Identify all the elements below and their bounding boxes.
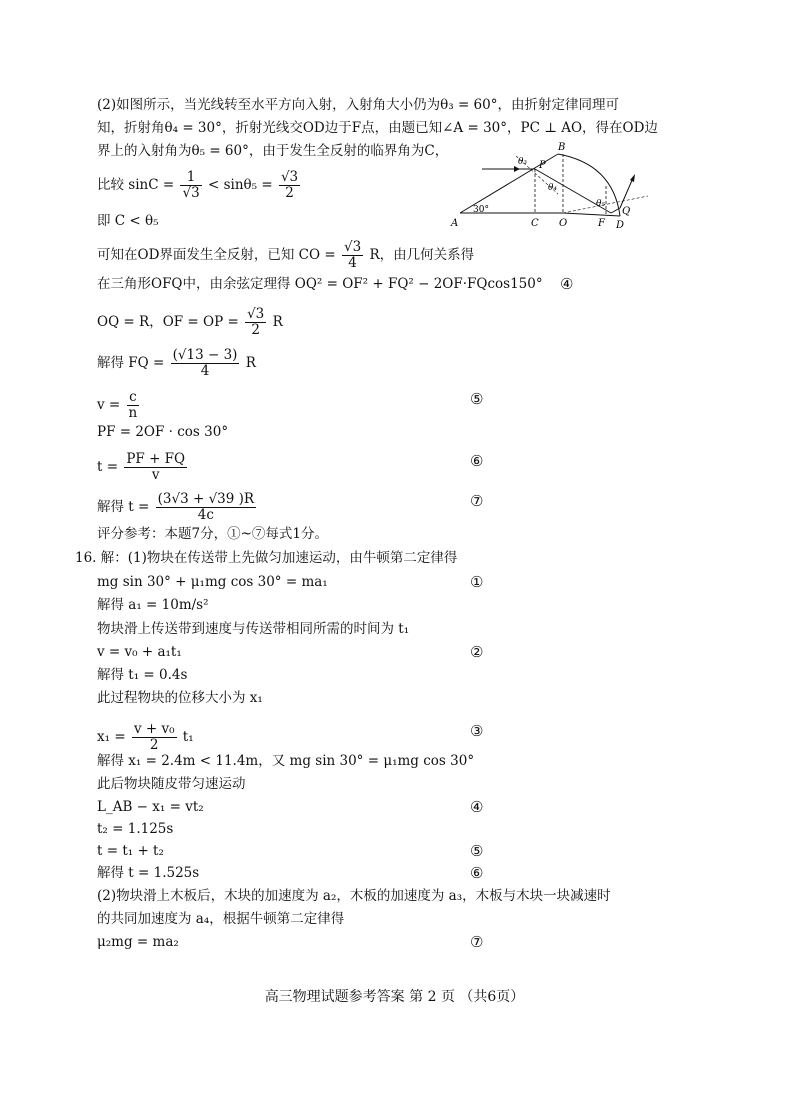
formula-line [97, 348, 256, 379]
label-Q: Q [622, 206, 631, 217]
text-line: 的共同加速度为 a₄，根据牛顿第二定律得 [97, 911, 345, 927]
formula-text: R，由几何关系得 [369, 247, 475, 263]
label-O: O [559, 218, 568, 229]
formula-line [97, 492, 258, 523]
formula-line: 解得 t = 1.525s [97, 865, 200, 881]
formula-line [97, 240, 474, 271]
denominator: v [151, 467, 160, 483]
fraction [342, 240, 363, 271]
fraction [124, 452, 187, 483]
formula-line: t = t₁ + t₂ [97, 843, 164, 859]
label-F: F [598, 218, 605, 229]
fraction [171, 348, 240, 379]
text-line: (2)如图所示，当光线转至水平方向入射，入射角大小仍为θ₃ = 60°，由折射定律同理可 [97, 97, 619, 113]
numerator: √3 [247, 306, 265, 322]
denominator: 2 [285, 185, 294, 201]
optics-diagram [448, 136, 658, 236]
formula-text: OQ = R，OF = OP = [97, 314, 239, 330]
arrow-head [630, 174, 635, 182]
fraction [245, 307, 266, 338]
text-line: 即 C < θ₅ [97, 213, 159, 229]
numerator: √3 [280, 169, 299, 185]
equation-number: ① [470, 573, 484, 591]
equation-number: ⑦ [470, 933, 484, 951]
label-theta4: θ₄ [548, 183, 558, 193]
formula-text: t₁ [182, 729, 194, 745]
formula-line: L_AB − x₁ = vt₂ [97, 799, 204, 815]
arc-BD [558, 154, 620, 216]
label-D: D [616, 220, 625, 231]
formula-text: 可知在OD界面发生全反射，已知 CO = [97, 247, 336, 263]
numerator: √3 [343, 239, 362, 255]
text-line: 此后物块随皮带匀速运动 [97, 776, 246, 792]
page-footer: 高三物理试题参考答案 第 2 页 （共6页） [264, 989, 525, 1005]
formula-line [97, 170, 302, 201]
fraction [156, 492, 256, 523]
label-P: P [539, 160, 546, 171]
formula-line: 解得 t₁ = 0.4s [97, 667, 188, 683]
question-heading: 16. 解：(1)物块在传送带上先做匀加速运动，由牛顿第二定律得 [75, 550, 458, 566]
formula-text: < sinθ₅ = [207, 177, 273, 193]
equation-number: ④ [470, 798, 484, 816]
denominator: 2 [149, 737, 159, 753]
formula-text: R [245, 355, 256, 371]
denominator: n [128, 405, 138, 421]
equation-number: ⑥ [470, 452, 484, 470]
numerator: PF + FQ [126, 451, 186, 467]
formula-line [97, 452, 189, 483]
label-theta5: θ₅ [596, 199, 606, 209]
label-A: A [451, 218, 459, 229]
label-B: B [558, 142, 566, 153]
text-line: 知，折射角θ₄ = 30°，折射光线交OD边于F点，由题已知∠A = 30°，PC ⊥ AO，得在OD边 [97, 120, 658, 136]
formula-line: 解得 x₁ = 2.4m < 11.4m，又 mg sin 30° = μ₁mg cos 30° [97, 753, 475, 769]
label-C: C [531, 218, 539, 229]
label-theta3: θ₃ [518, 157, 528, 167]
numerator: v + v₀ [133, 721, 175, 737]
text-line: 评分参考：本题7分，①~⑦每式1分。 [97, 526, 328, 542]
formula-line: mg sin 30° + μ₁mg cos 30° = ma₁ [97, 574, 328, 590]
label-angle-A: 30° [473, 205, 489, 215]
equation-number: ③ [470, 722, 484, 740]
formula-text: x₁ = [97, 729, 126, 745]
formula-text: 解得 t = [97, 499, 150, 515]
equation-number: ④ [560, 275, 574, 293]
denominator: 4 [348, 255, 357, 271]
numerator: (3√3 + √39 )R [157, 491, 255, 507]
dashed-normal-O [563, 196, 648, 213]
text-line: PF = 2OF · cos 30° [97, 424, 229, 440]
formula-line: v = v₀ + a₁t₁ [97, 644, 182, 660]
numerator: 1 [180, 170, 201, 186]
fraction [132, 722, 177, 753]
numerator: (√13 − 3) [172, 347, 238, 363]
denominator: 4 [200, 363, 210, 379]
text-line: 在三角形OFQ中，由余弦定理得 OQ² = OF² + FQ² − 2OF·FQcos150° [97, 276, 543, 292]
numerator: c [127, 390, 140, 406]
text-line: (2)物块滑上木板后，木块的加速度为 a₂，木板的加速度为 a₃，木板与木块一块减速时 [97, 888, 611, 904]
text-line: 界上的入射角为θ₅ = 60°，由于发生全反射的临界角为C， [97, 143, 449, 159]
formula-line: 解得 a₁ = 10m/s² [97, 597, 209, 613]
formula-text: 比较 sinC = [97, 177, 179, 193]
formula-text: 解得 FQ = [97, 355, 165, 371]
outgoing-ray [620, 178, 633, 208]
formula-text: v = [97, 397, 121, 413]
formula-line [97, 722, 194, 753]
fraction [180, 170, 201, 201]
fraction [127, 390, 140, 421]
formula-line [97, 307, 283, 338]
formula-text: t = [97, 459, 119, 475]
denominator: 4c [197, 507, 214, 523]
formula-line: μ₂mg = ma₂ [97, 934, 179, 950]
formula-text: R [272, 314, 283, 330]
equation-number: ② [470, 643, 484, 661]
equation-number: ⑤ [470, 842, 484, 860]
equation-number: ⑥ [470, 864, 484, 882]
text-line: 此过程物块的位移大小为 x₁ [97, 690, 263, 706]
equation-number: ⑤ [470, 390, 484, 408]
formula-line [97, 390, 141, 421]
fraction [279, 170, 300, 201]
formula-line: t₂ = 1.125s [97, 821, 174, 837]
text-line: 物块滑上传送带到速度与传送带相同所需的时间为 t₁ [97, 621, 410, 637]
line-OD [563, 213, 620, 216]
denominator: 2 [251, 322, 260, 338]
equation-number: ⑦ [470, 492, 484, 510]
denominator: √3 [182, 185, 200, 201]
